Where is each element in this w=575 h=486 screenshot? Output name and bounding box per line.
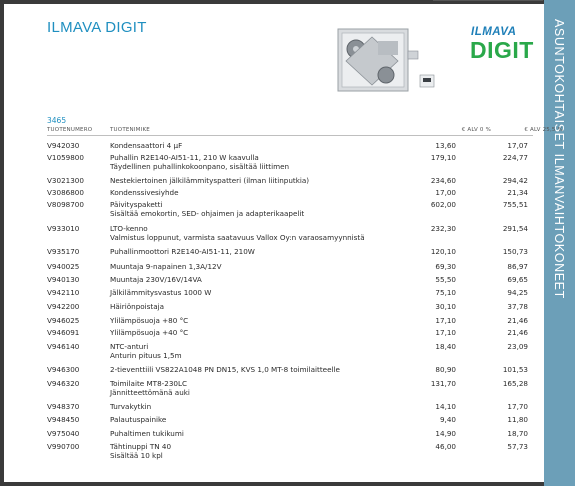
row-price-vat255: 21,46 [507, 316, 528, 325]
row-price-vat255: 18,70 [507, 429, 528, 438]
row-name-line: Toimilaite MT8-230LC [110, 379, 187, 388]
row-price-vat0: 13,60 [435, 141, 456, 150]
row-price-vat255: 165,28 [502, 379, 528, 388]
product-image [334, 23, 446, 98]
row-price-vat255: 86,97 [507, 262, 528, 271]
row-price-vat0: 9,40 [439, 415, 456, 424]
row-price-vat0: 55,50 [435, 275, 456, 284]
row-product-code: V935170 [47, 247, 80, 256]
row-name-line: Muuntaja 230V/16V/14VA [110, 275, 202, 284]
row-product-name [110, 141, 430, 150]
row-name-line: Ylilämpösuoja +80 °C [110, 316, 189, 325]
row-product-name [110, 342, 430, 360]
row-price-vat0: 17,00 [435, 188, 456, 197]
row-product-name [110, 275, 430, 284]
page-title: ILMAVA DIGIT [47, 19, 147, 36]
row-price-vat0: 18,40 [435, 342, 456, 351]
row-price-vat0: 131,70 [430, 379, 456, 388]
row-price-vat0: 46,00 [435, 442, 456, 451]
row-name-line: Kondensaattori 4 µF [110, 141, 183, 150]
row-name-line: Nestekiertoinen jälkilämmityspatteri (ilman liitinputkia) [110, 176, 310, 185]
row-price-vat0: 17,10 [435, 328, 456, 337]
row-product-code: V933010 [47, 224, 80, 233]
row-name-line: Päivityspaketti [110, 200, 163, 209]
row-product-code: V8098700 [47, 200, 84, 209]
row-note-line: Sisältää 10 kpl [110, 451, 163, 460]
row-product-code: V946300 [47, 365, 80, 374]
row-product-code: V946025 [47, 316, 80, 325]
row-price-vat0: 602,00 [430, 200, 456, 209]
row-price-vat255: 17,07 [507, 141, 528, 150]
row-name-line: Palautuspainike [110, 415, 167, 424]
row-product-name [110, 200, 430, 218]
logo-top-text: ILMAVA [471, 26, 517, 38]
header-rule [433, 0, 543, 1]
row-product-name [110, 153, 430, 171]
row-price-vat255: 11,80 [507, 415, 528, 424]
page-frame-bottom [0, 482, 575, 486]
row-price-vat255: 150,73 [502, 247, 528, 256]
row-price-vat255: 291,54 [502, 224, 528, 233]
column-header-price-vat255: € ALV 25,5 % [524, 127, 563, 133]
row-name-line: 2-tieventtiili VS822A1048 PN DN15, KVS 1,0 MT-8 toimilaitteelle [110, 365, 340, 374]
row-product-code: V942110 [47, 288, 80, 297]
row-product-code: V3021300 [47, 176, 84, 185]
row-name-line: Ylilämpösuoja +40 °C [110, 328, 189, 337]
row-product-name [110, 176, 430, 185]
row-price-vat255: 17,70 [507, 402, 528, 411]
row-price-vat0: 179,10 [430, 153, 456, 162]
row-price-vat0: 232,30 [430, 224, 456, 233]
row-price-vat0: 14,10 [435, 402, 456, 411]
row-price-vat0: 17,10 [435, 316, 456, 325]
row-product-code: V948450 [47, 415, 80, 424]
row-price-vat0: 234,60 [430, 176, 456, 185]
row-product-name [110, 379, 430, 397]
row-price-vat0: 80,90 [435, 365, 456, 374]
row-product-code: V940130 [47, 275, 80, 284]
column-header-code: TUOTENUMERO [47, 127, 93, 133]
row-product-code: V946140 [47, 342, 80, 351]
row-product-code: V946320 [47, 379, 80, 388]
row-product-name [110, 288, 430, 297]
row-product-name [110, 442, 430, 460]
row-name-line: Puhallin R2E140-AI51-11, 210 W kaavulla [110, 153, 259, 162]
row-name-line: NTC-anturi [110, 342, 149, 351]
row-price-vat0: 69,30 [435, 262, 456, 271]
column-header-name: TUOTENIMIKE [110, 127, 150, 133]
row-product-code: V990700 [47, 442, 80, 451]
row-price-vat255: 755,51 [502, 200, 528, 209]
row-product-name [110, 402, 430, 411]
row-product-name [110, 188, 430, 197]
row-price-vat0: 30,10 [435, 302, 456, 311]
row-name-line: Muuntaja 9-napainen 1,3A/12V [110, 262, 222, 271]
column-header-price-vat0: € ALV 0 % [461, 127, 491, 133]
row-note-line: Täydellinen puhallinkokoonpano, sisältää liittimen [110, 162, 290, 171]
row-product-name [110, 415, 430, 424]
row-note-line: Sisältää emokortin, SED- ohjaimen ja adapterikaapelit [110, 209, 305, 218]
row-product-code: V3086800 [47, 188, 84, 197]
row-name-line: Puhallinmoottori R2E140-AI51-11, 210W [110, 247, 255, 256]
row-product-code: V942030 [47, 141, 80, 150]
row-product-name [110, 365, 430, 374]
row-product-name [110, 262, 430, 271]
row-price-vat255: 69,65 [507, 275, 528, 284]
row-price-vat0: 120,10 [430, 247, 456, 256]
row-note-line: Jännitteettömänä auki [110, 388, 190, 397]
row-product-name [110, 224, 430, 242]
row-note-line: Valmistus loppunut, varmista saatavuus Vallox Oy:n varaosamyynnistä [110, 233, 365, 242]
row-price-vat255: 94,25 [507, 288, 528, 297]
row-product-code: V1059800 [47, 153, 84, 162]
row-product-name [110, 328, 430, 337]
header-divider [47, 135, 533, 136]
row-note-line: Anturin pituus 1,5m [110, 351, 182, 360]
row-price-vat0: 75,10 [435, 288, 456, 297]
row-product-code: V946091 [47, 328, 80, 337]
row-product-code: V948370 [47, 402, 80, 411]
row-price-vat0: 14,90 [435, 429, 456, 438]
side-tab-title: ASUNTOKOHTAISET ILMANVAIHTOKONEET [552, 19, 566, 299]
row-product-code: V975040 [47, 429, 80, 438]
row-price-vat255: 21,34 [507, 188, 528, 197]
row-name-line: Häiriönpoistaja [110, 302, 165, 311]
row-name-line: Kondenssivesiyhde [110, 188, 179, 197]
logo-bottom-text: DIGIT [470, 37, 534, 63]
row-price-vat255: 294,42 [502, 176, 528, 185]
row-product-name [110, 316, 430, 325]
row-product-name [110, 302, 430, 311]
ilmava-digit-logo [467, 26, 534, 72]
row-product-code: V940025 [47, 262, 80, 271]
row-product-name [110, 429, 430, 438]
row-price-vat255: 224,77 [502, 153, 528, 162]
row-price-vat255: 21,46 [507, 328, 528, 337]
row-product-code: V942200 [47, 302, 80, 311]
row-name-line: Puhaltimen tukikumi [110, 429, 184, 438]
row-price-vat255: 101,53 [502, 365, 528, 374]
row-price-vat255: 23,09 [507, 342, 528, 351]
section-code: 3465 [47, 116, 67, 125]
row-price-vat255: 57,73 [507, 442, 528, 451]
row-name-line: Turvakytkin [110, 402, 152, 411]
row-price-vat255: 37,78 [507, 302, 528, 311]
row-product-name [110, 247, 430, 256]
row-name-line: LTO-kenno [110, 224, 148, 233]
row-name-line: Tähtinuppi TN 40 [110, 442, 172, 451]
row-name-line: Jälkilämmitysvastus 1000 W [110, 288, 212, 297]
page-frame-left [0, 0, 4, 486]
